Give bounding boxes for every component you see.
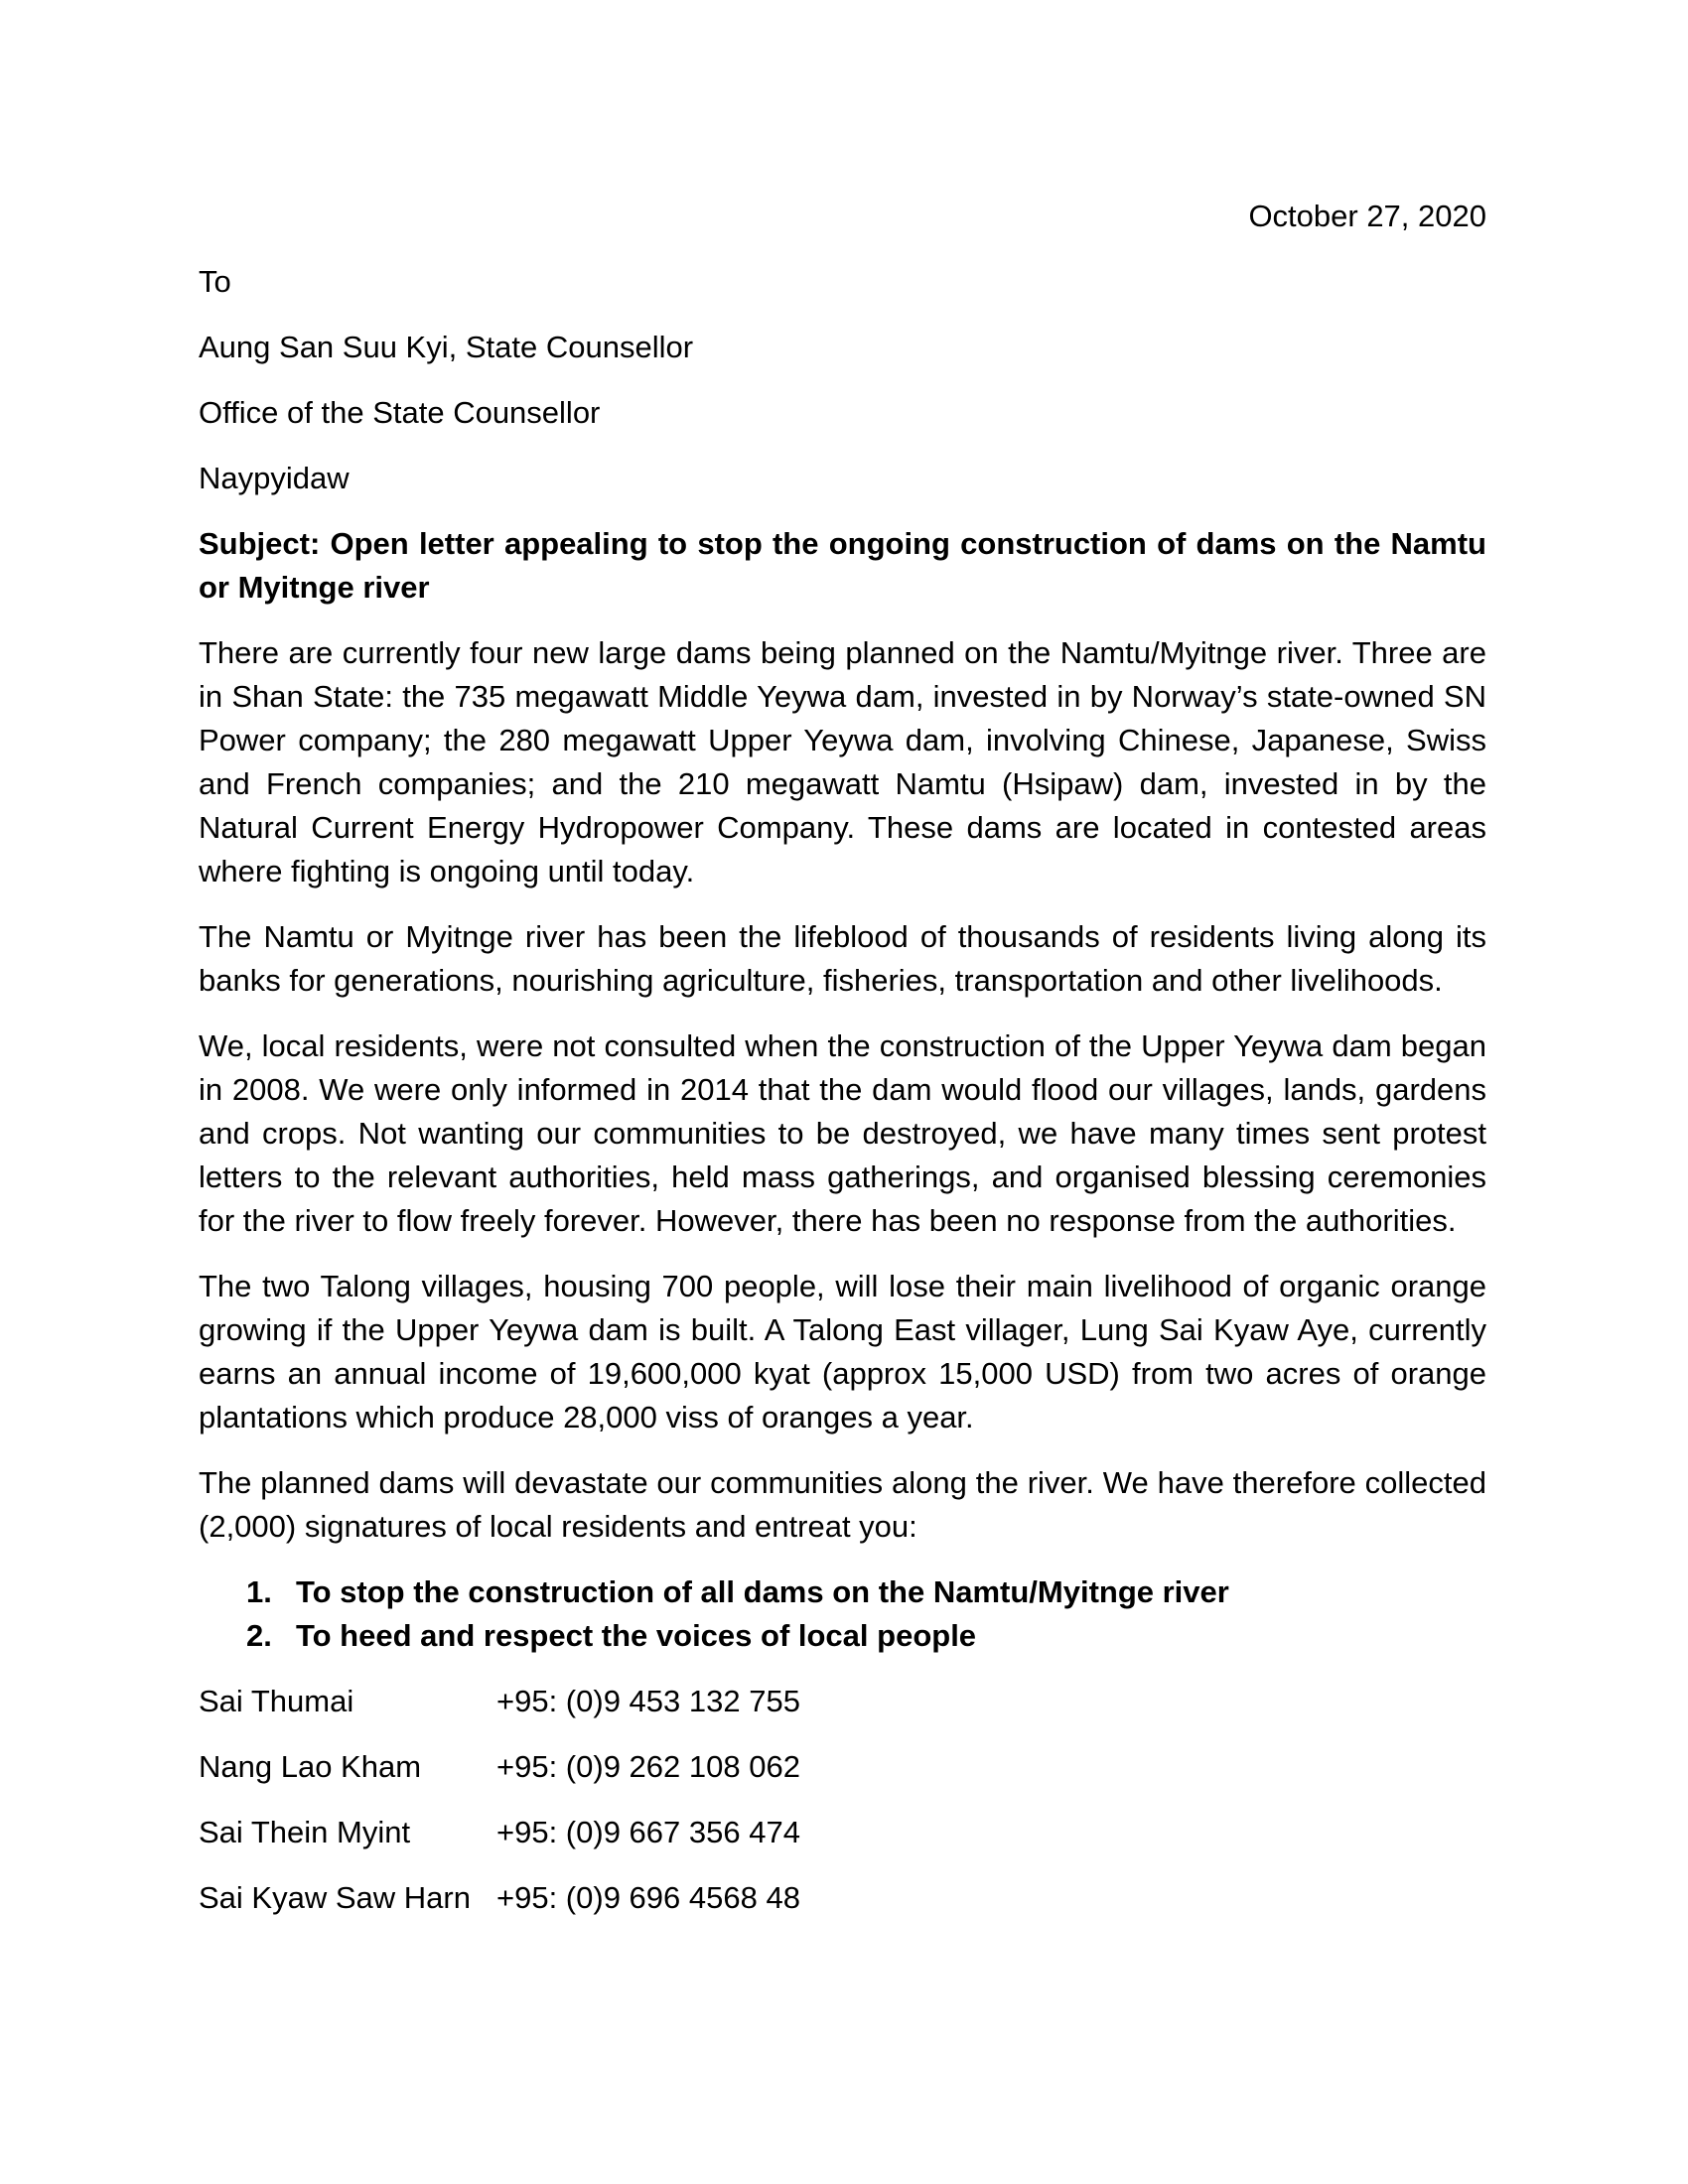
paragraph-dams-overview: There are currently four new large dams being planned on the Namtu/Myitnge river. Three are in Shan State: the 735 megawatt Middle Yeywa dam, invested in by Norway’s state-owned SN Power company; the 280 megawatt Upper Yeywa dam, involving Chinese, Japanese, Swiss and French companies; and the 210 megawatt Namtu (Hsipaw) dam, invested in by the Natural Current Energy Hydropower Company. These dams are located in contested areas where fighting is ongoing until today.	[199, 635, 1486, 888]
paragraph-not-consulted: We, local residents, were not consulted when the construction of the Upper Yeywa dam began in 2008. We were only informed in 2014 that the dam would flood our villages, lands, gardens and crops. Not wanting our communities to be destroyed, we have many times sent protest letters to the relevant authorities, held mass gatherings, and organised blessing ceremonies for the river to flow freely forever. However, there has been no response from the authorities.	[199, 1028, 1486, 1238]
contact-row	[199, 1811, 1486, 1854]
contact-name: Sai Kyaw Saw Harn	[199, 1880, 471, 1915]
demand-number: 1.	[246, 1574, 272, 1609]
contact-phone: +95: (0)9 262 108 062	[496, 1749, 800, 1784]
letter-subject: Subject: Open letter appealing to stop the ongoing construction of dams on the Namtu or Myitnge river	[199, 526, 1486, 605]
letter-date: October 27, 2020	[1248, 199, 1486, 233]
contact-row	[199, 1680, 1486, 1723]
demand-text: To heed and respect the voices of local people	[296, 1618, 977, 1653]
recipient-city: Naypyidaw	[199, 461, 350, 495]
recipient-office: Office of the State Counsellor	[199, 395, 601, 430]
letter-page	[199, 195, 1486, 1942]
salutation: To	[199, 264, 231, 299]
demands-list	[199, 1570, 1486, 1658]
paragraph-river-lifeblood: The Namtu or Myitnge river has been the lifeblood of thousands of residents living along its banks for generations, nourishing agriculture, fisheries, transportation and other livelihoods.	[199, 919, 1486, 998]
contact-phone: +95: (0)9 667 356 474	[496, 1815, 800, 1849]
contact-name: Sai Thumai	[199, 1684, 354, 1718]
contact-phone: +95: (0)9 696 4568 48	[496, 1880, 800, 1915]
contact-row	[199, 1876, 1486, 1920]
demand-item	[199, 1570, 1486, 1614]
demand-text: To stop the construction of all dams on the Namtu/Myitnge river	[296, 1574, 1229, 1609]
paragraph-talong-villages: The two Talong villages, housing 700 people, will lose their main livelihood of organic orange growing if the Upper Yeywa dam is built. A Talong East villager, Lung Sai Kyaw Aye, currently earns an annual income of 19,600,000 kyat (approx 15,000 USD) from two acres of orange plantations which produce 28,000 viss of oranges a year.	[199, 1269, 1486, 1434]
paragraph-signatures: The planned dams will devastate our communities along the river. We have therefore collected (2,000) signatures of local residents and entreat you:	[199, 1465, 1486, 1544]
demand-item	[199, 1614, 1486, 1658]
contact-name: Nang Lao Kham	[199, 1749, 422, 1784]
contact-name: Sai Thein Myint	[199, 1815, 411, 1849]
contact-row	[199, 1745, 1486, 1789]
demand-number: 2.	[246, 1618, 272, 1653]
contact-phone: +95: (0)9 453 132 755	[496, 1684, 800, 1718]
contacts-list	[199, 1680, 1486, 1920]
recipient-name: Aung San Suu Kyi, State Counsellor	[199, 330, 694, 364]
